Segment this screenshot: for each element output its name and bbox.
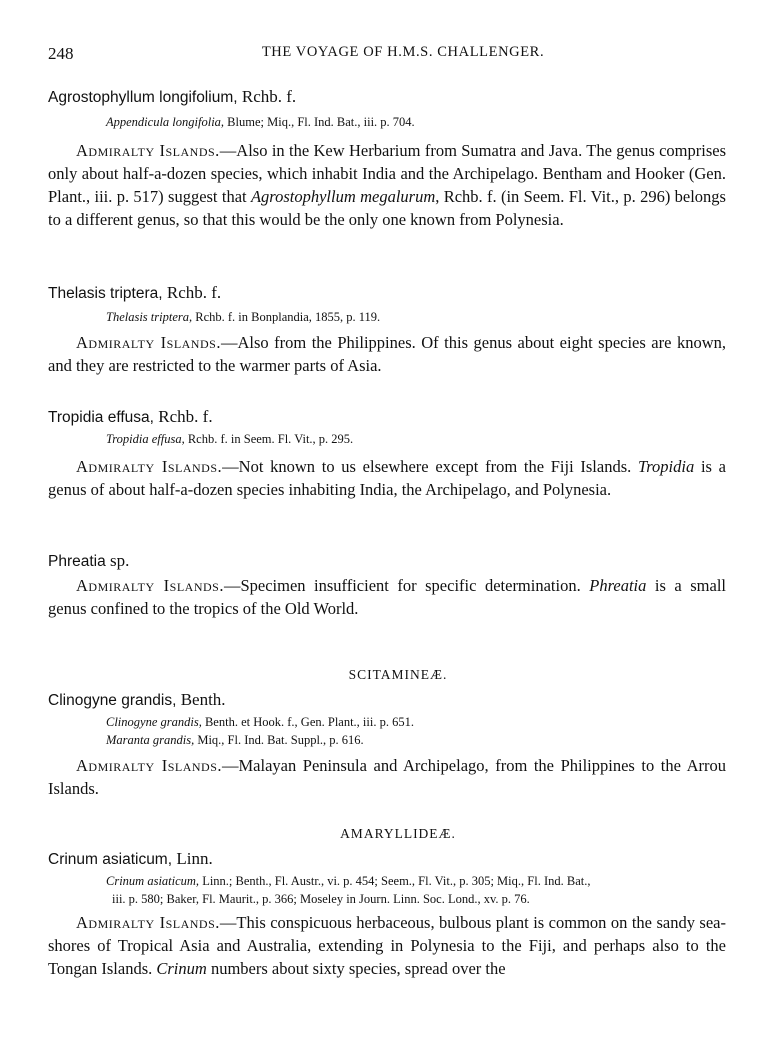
species-heading xyxy=(48,849,213,869)
description-text: —Also from the Philippines. Of this genus about eight species are known, and they are restricted to the warmer parts of Asia. xyxy=(48,333,726,375)
synonym-name: Thelasis triptera, xyxy=(106,310,193,324)
synonym-reference: Miq., Fl. Ind. Bat. Suppl., p. 616. xyxy=(197,733,364,747)
locality-label: Admiralty Islands. xyxy=(76,333,221,352)
locality-label: Admiralty Islands. xyxy=(76,913,220,932)
synonym-reference-continued: iii. p. 580; Baker, Fl. Maurit., p. 366; Moseley in Journ. Linn. Soc. Lond., xv. p. 76. xyxy=(112,892,530,906)
species-heading xyxy=(48,87,296,107)
description-paragraph xyxy=(48,911,726,980)
description-text: , Rchb. f. (in Seem. Fl. Vit., p. 296) belongs to a different genus, so that this would be the only one known from Polynesia. xyxy=(48,187,726,229)
description-text: is a small genus confined to the tropics of the Old World. xyxy=(48,576,726,618)
synonym-reference: Linn.; Benth., Fl. Austr., vi. p. 454; Seem., Fl. Vit., p. 305; Miq., Fl. Ind. Bat., xyxy=(202,874,591,888)
locality-label: Admiralty Islands. xyxy=(76,756,222,775)
family-heading: AMARYLLIDEÆ. xyxy=(340,826,456,841)
species-authority: Linn. xyxy=(176,849,213,868)
synonym-name: Maranta grandis, xyxy=(106,733,195,747)
locality-label: Admiralty Islands. xyxy=(76,576,224,595)
italic-taxon: Agrostophyllum megalurum xyxy=(250,187,436,206)
species-authority: sp. xyxy=(110,551,130,570)
species-name: Phreatia xyxy=(48,553,106,570)
species-name: Clinogyne grandis, xyxy=(48,692,177,709)
species-heading xyxy=(48,407,213,427)
description-text: is a genus of about half-a-dozen species inhabiting India, the Archipelago, and Polynesia. xyxy=(48,457,726,499)
synonym-block xyxy=(106,872,746,908)
description-text: —This conspicuous herbaceous, bulbous plant is common on the sandy sea-shores of Tropical Asia and Australia, extending in Polynesia to the Fiji, and perhaps also to the Tongan Islands. xyxy=(48,913,726,978)
synonym-reference: Blume; Miq., Fl. Ind. Bat., iii. p. 704. xyxy=(227,115,415,129)
species-authority: Rchb. f. xyxy=(158,407,213,426)
description-paragraph xyxy=(48,574,726,620)
description-paragraph xyxy=(48,455,726,501)
species-heading xyxy=(48,690,226,710)
italic-taxon: Tropidia xyxy=(637,457,695,476)
italic-taxon: Phreatia xyxy=(589,576,647,595)
description-paragraph xyxy=(48,754,726,800)
species-heading xyxy=(48,551,129,571)
synonym-line xyxy=(106,115,415,130)
synonym-name: Appendicula longifolia, xyxy=(106,115,225,129)
description-text: —Also in the Kew Herbarium from Sumatra and Java. The genus comprises only about half-a-dozen species, which inhabit India and the Archipelago. Bentham and Hooker (Gen. Plant., iii. p. 517) suggest that xyxy=(48,141,726,206)
synonym-line xyxy=(106,872,746,890)
synonym-reference: Benth. et Hook. f., Gen. Plant., iii. p. 651. xyxy=(204,715,414,729)
page-number: 248 xyxy=(48,44,74,63)
synonym-name: Crinum asiaticum, xyxy=(106,874,200,888)
synonym-name: Tropidia effusa, xyxy=(106,432,185,446)
synonym-name: Clinogyne grandis, xyxy=(106,715,202,729)
family-heading: SCITAMINEÆ. xyxy=(348,667,448,682)
description-paragraph xyxy=(48,139,726,231)
species-name: Crinum asiaticum, xyxy=(48,851,173,868)
description-text: numbers about sixty species, spread over the xyxy=(206,959,506,978)
synonym-line xyxy=(106,310,380,325)
species-name: Tropidia effusa, xyxy=(48,409,154,426)
locality-label: Admiralty Islands. xyxy=(76,141,220,160)
description-text: —Not known to us elsewhere except from the Fiji Islands. xyxy=(222,457,638,476)
synonym-reference: Rchb. f. in Bonplandia, 1855, p. 119. xyxy=(195,310,381,324)
description-text: —Specimen insufficient for specific determination. xyxy=(223,576,590,595)
synonym-reference: Rchb. f. in Seem. Fl. Vit., p. 295. xyxy=(187,432,354,446)
species-heading xyxy=(48,283,221,303)
synonym-block xyxy=(106,713,746,749)
species-authority: Benth. xyxy=(180,690,226,709)
synonym-line xyxy=(106,432,353,447)
species-authority: Rchb. f. xyxy=(241,87,297,106)
species-name: Thelasis triptera, xyxy=(48,285,163,302)
description-paragraph xyxy=(48,331,726,377)
locality-label: Admiralty Islands. xyxy=(76,457,223,476)
synonym-line xyxy=(106,731,746,749)
species-name: Agrostophyllum longifolium, xyxy=(48,89,238,106)
species-authority: Rchb. f. xyxy=(166,283,222,302)
italic-taxon: Crinum xyxy=(156,959,207,978)
synonym-line xyxy=(106,713,746,731)
description-text: —Malayan Peninsula and Archipelago, from the Philippines to the Arrou Islands. xyxy=(48,756,726,798)
running-title: THE VOYAGE OF H.M.S. CHALLENGER. xyxy=(261,44,545,60)
